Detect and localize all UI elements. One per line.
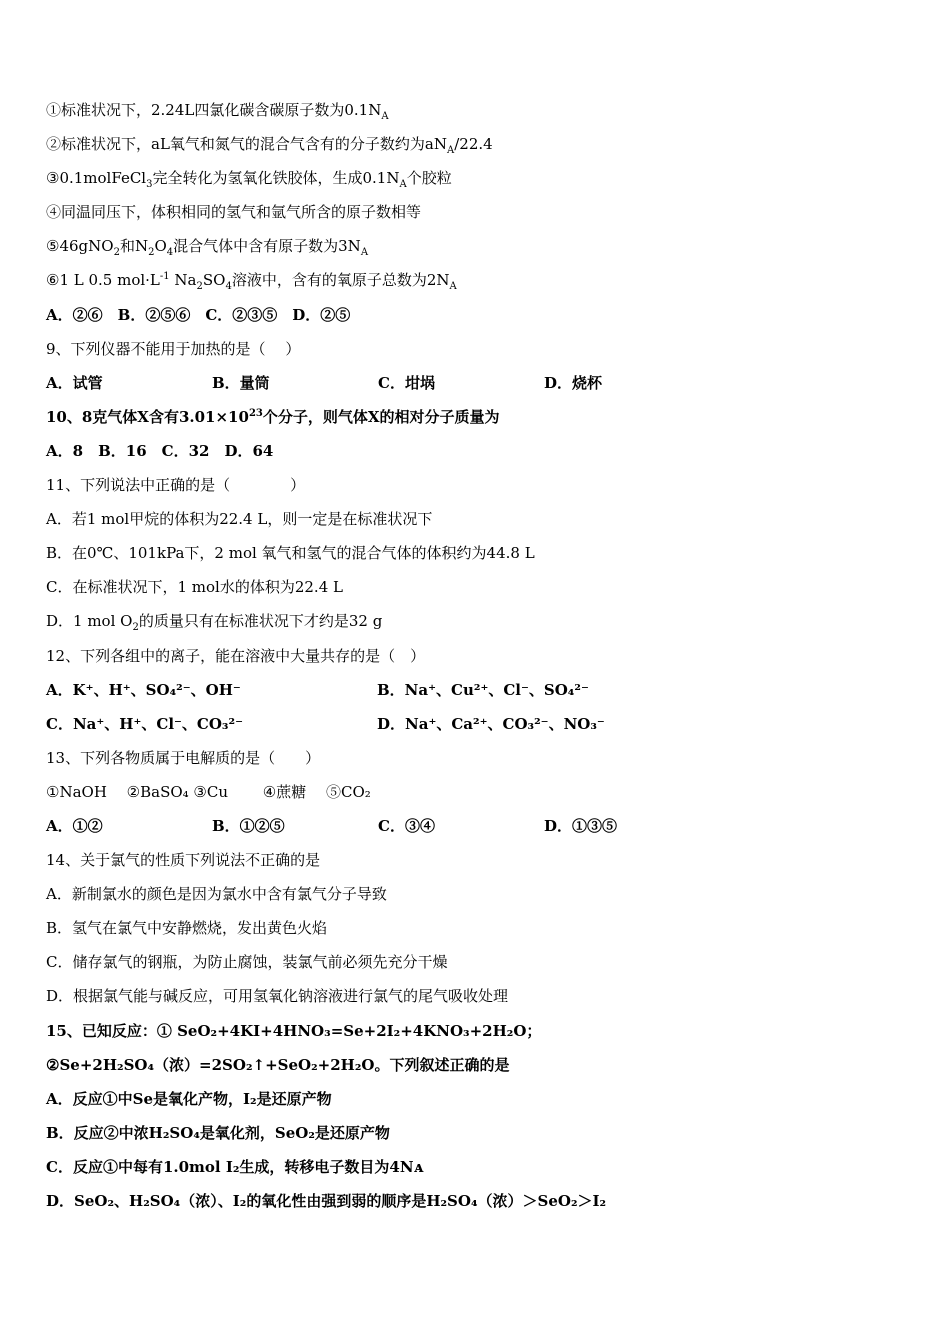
q8-item-5: ⑤46gNO$_2$和$N_2O_4$混合气体中含有原子数为$3N_A$ [46, 237, 369, 259]
q14-option-d: D．根据氯气能与碱反应，可用氢氧化钠溶液进行氯气的尾气吸收处理 [46, 987, 509, 1006]
q12-stem: 12、下列各组中的离子，能在溶液中大量共存的是（ ） [46, 646, 426, 665]
q12-option-a: A．K⁺、H⁺、SO₄²⁻、OH⁻ [46, 680, 241, 699]
q15-stem-line-2: ②Se+2H₂SO₄（浓）=2SO₂↑+SeO₂+2H₂O。下列叙述正确的是 [46, 1055, 510, 1074]
q13-option-c: C．③④ [378, 816, 435, 835]
q11-option-d: D．1 mol $O_2$的质量只有在标准状况下才约是32 g [46, 612, 383, 634]
q14-stem: 14、关于氯气的性质下列说法不正确的是 [46, 851, 321, 870]
q13-option-d: D．①③⑤ [544, 816, 618, 835]
q11-stem: 11、下列说法中正确的是（ ） [46, 476, 306, 495]
q14-option-a: A．新制氯水的颜色是因为氯水中含有氯气分子导致 [46, 885, 387, 904]
q10-answer-options: A．8 B．16 C．32 D．64 [46, 441, 274, 460]
q15-option-a: A．反应①中Se是氧化产物，I₂是还原产物 [46, 1089, 332, 1108]
exam-page [46, 100, 916, 1225]
q15-stem-line-1: 15、已知反应：① SeO₂+4KI+4HNO₃=Se+2I₂+4KNO₃+2H₂O； [46, 1021, 542, 1040]
q9-option-c: C．坩埚 [378, 373, 435, 392]
q9-stem: 9、下列仪器不能用于加热的是（ ） [46, 339, 301, 358]
q12-option-b: B．Na⁺、Cu²⁺、Cl⁻、SO₄²⁻ [377, 680, 589, 699]
q8-item-4: ④同温同压下，体积相同的氢气和氩气所含的原子数相等 [46, 203, 422, 222]
q11-option-a: A．若1 mol甲烷的体积为22.4 L，则一定是在标准状况下 [46, 510, 433, 529]
q10-stem: 10、8克气体X含有$3.01\times 10^{23}$个分子，则气体X的相对分子质量为 [46, 407, 500, 426]
q12-option-c: C．Na⁺、H⁺、Cl⁻、CO₃²⁻ [46, 714, 243, 733]
q8-item-3: ③0.1molFeCl$_3$完全转化为氢氧化铁胶体，生成$0.1N_A$个胶粒 [46, 169, 452, 191]
q13-items: ①NaOH ②BaSO₄ ③Cu ④蔗糖 ⑤CO₂ [46, 782, 371, 801]
q9-options [46, 373, 916, 393]
q13-option-a: A．①② [46, 816, 103, 835]
q8-item-6: ⑥1 L 0.5 $mol\cdot L^{-1}$ $Na_2SO_4$溶液中，含有的氧原子总数为$2N_A$ [46, 271, 457, 293]
q13-option-b: B．①②⑤ [212, 816, 285, 835]
q12-options-row-2 [46, 714, 916, 734]
q11-option-b: B．在0℃、101kPa下，2 mol 氧气和氢气的混合气体的体积约为44.8 L [46, 544, 535, 563]
q15-option-c: C．反应①中每有1.0mol I₂生成，转移电子数目为4Nᴀ [46, 1157, 424, 1176]
q12-options-row-1 [46, 680, 916, 700]
q14-option-c: C．储存氯气的钢瓶，为防止腐蚀，装氯气前必须先充分干燥 [46, 953, 448, 972]
q11-option-c: C．在标准状况下，1 mol水的体积为22.4 L [46, 578, 343, 597]
q8-answer-options: A．②⑥ B．②⑤⑥ C．②③⑤ D．②⑤ [46, 305, 351, 324]
q9-option-b: B．量筒 [212, 373, 270, 392]
q14-option-b: B．氢气在氯气中安静燃烧，发出黄色火焰 [46, 919, 328, 938]
q13-options [46, 816, 916, 836]
q12-option-d: D．Na⁺、Ca²⁺、CO₃²⁻、NO₃⁻ [377, 714, 605, 733]
q8-item-2: ②标准状况下，aL氧气和氮气的混合气含有的分子数约为$aN_A/22.4$ [46, 135, 493, 157]
q9-option-d: D．烧杯 [544, 373, 603, 392]
q13-stem: 13、下列各物质属于电解质的是（ ） [46, 748, 321, 767]
q9-option-a: A．试管 [46, 373, 103, 392]
q8-item-1: ①标准状况下，2.24L四氯化碳含碳原子数为$0.1N_A$ [46, 101, 389, 122]
q15-option-d: D．SeO₂、H₂SO₄（浓）、I₂的氧化性由强到弱的顺序是H₂SO₄（浓）＞SeO₂＞I₂ [46, 1192, 607, 1210]
q15-option-b: B．反应②中浓H₂SO₄是氧化剂，SeO₂是还原产物 [46, 1123, 390, 1142]
